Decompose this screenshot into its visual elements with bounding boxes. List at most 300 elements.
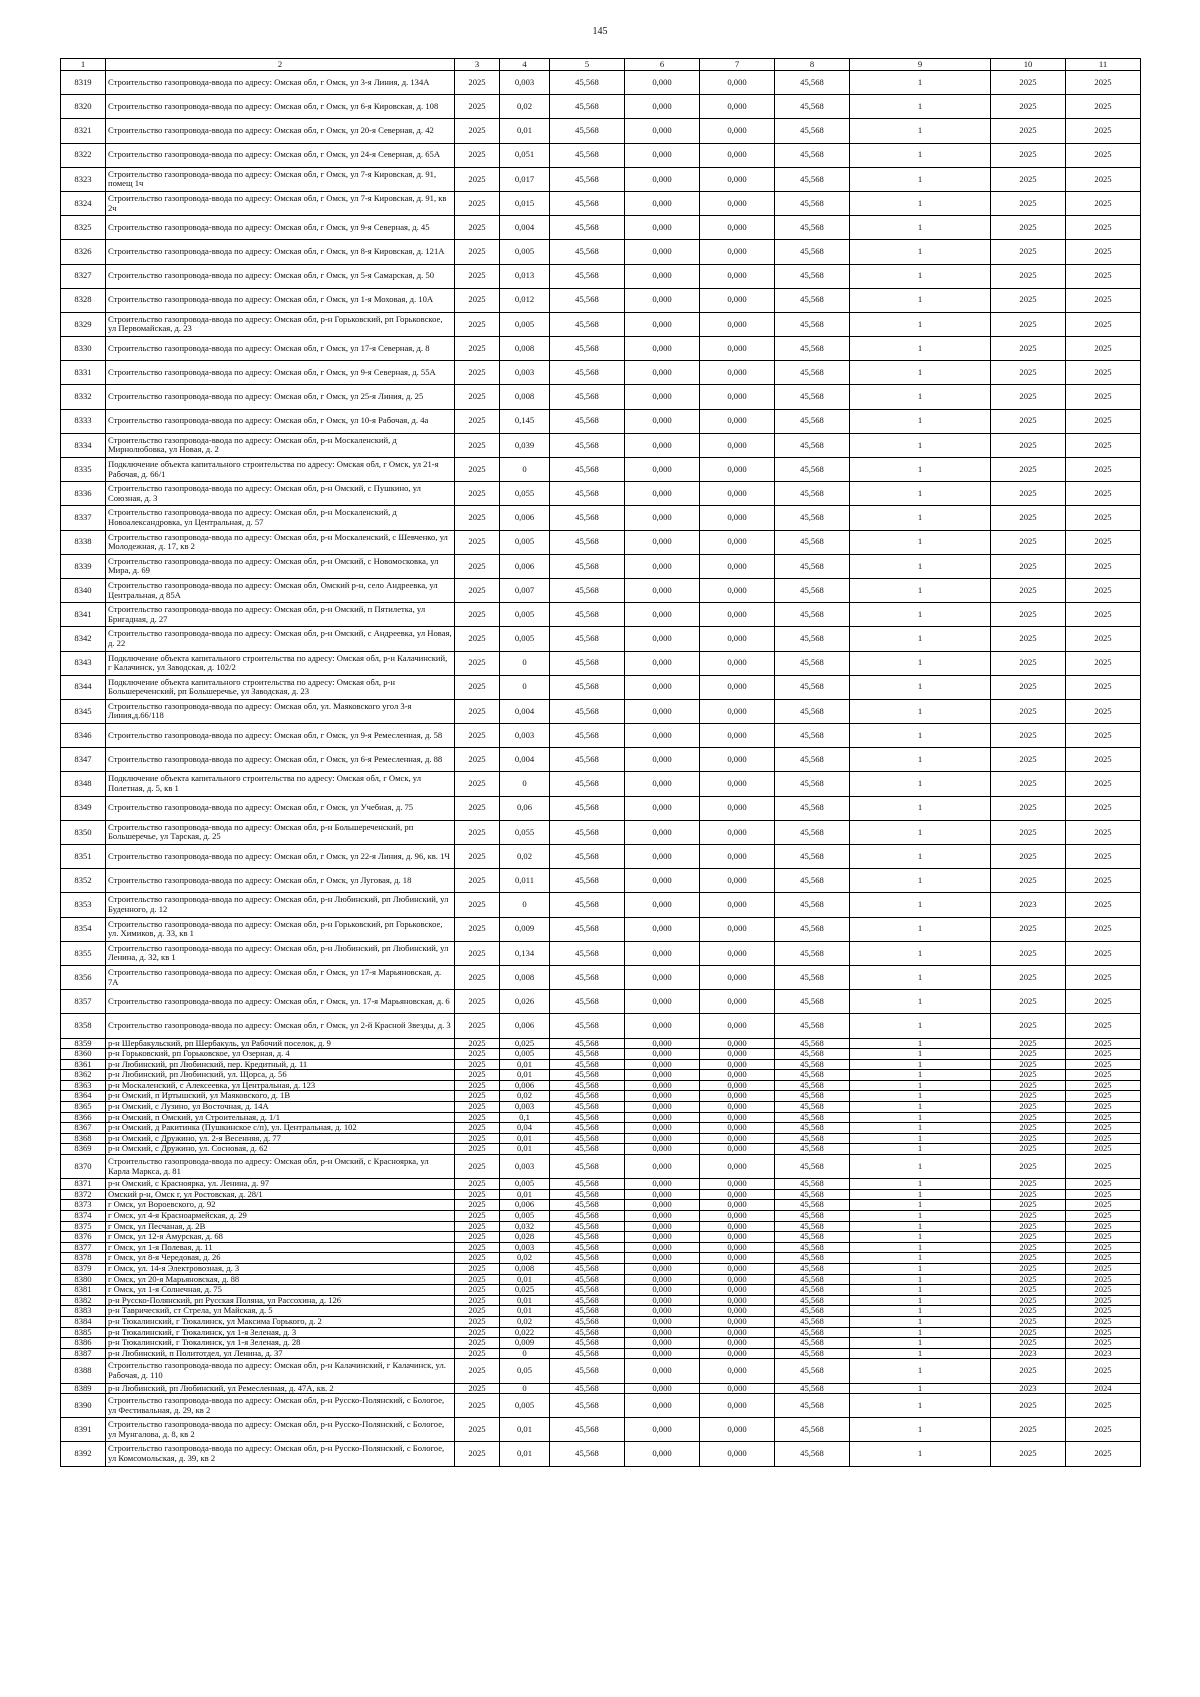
table-cell: 2025 xyxy=(991,1049,1066,1060)
table-cell: 45,568 xyxy=(550,95,625,119)
table-cell: 0,000 xyxy=(625,337,700,361)
object-description-cell: г Омск, ул 1-я Солнечная, д. 75 xyxy=(106,1285,455,1296)
table-row xyxy=(61,1189,1141,1200)
table-cell: 45,568 xyxy=(550,675,625,699)
table-cell: 0,000 xyxy=(700,119,775,143)
table-cell: 0 xyxy=(500,458,550,482)
object-description-cell: г Омск, ул 20-я Марьяновская, д. 88 xyxy=(106,1274,455,1285)
table-cell: 45,568 xyxy=(775,1253,850,1264)
table-row xyxy=(61,1014,1141,1038)
table-cell: 1 xyxy=(850,651,991,675)
table-cell: 2025 xyxy=(991,820,1066,844)
table-cell: 0,000 xyxy=(625,240,700,264)
table-cell: 2025 xyxy=(1066,337,1141,361)
table-cell: 2025 xyxy=(455,1080,500,1091)
table-cell: 1 xyxy=(850,1123,991,1134)
table-cell: 0,000 xyxy=(625,1200,700,1211)
table-cell: 2025 xyxy=(455,1123,500,1134)
table-cell: 8376 xyxy=(61,1232,106,1243)
table-cell: 45,568 xyxy=(550,699,625,723)
table-cell: 1 xyxy=(850,724,991,748)
table-cell: 8323 xyxy=(61,167,106,191)
object-description-cell: г Омск, ул. 14-я Электровозная, д. 3 xyxy=(106,1263,455,1274)
table-cell: 2025 xyxy=(455,1179,500,1190)
object-description-cell: Строительство газопровода-ввода по адресу: Омская обл, Омский р-н, село Андреевка, ул Центральная, д 85А xyxy=(106,578,455,602)
object-description-cell: р-н Омский, п Иртышский, ул Маяковского, д. 1В xyxy=(106,1091,455,1102)
table-cell: 0,01 xyxy=(500,1144,550,1155)
table-cell: 45,568 xyxy=(775,530,850,554)
table-cell: 8351 xyxy=(61,845,106,869)
table-cell: 2025 xyxy=(991,1327,1066,1338)
table-row xyxy=(61,1253,1141,1264)
table-cell: 2025 xyxy=(991,167,1066,191)
table-cell: 45,568 xyxy=(775,288,850,312)
table-cell: 45,568 xyxy=(775,990,850,1014)
table-cell: 1 xyxy=(850,1200,991,1211)
object-description-cell: г Омск, ул 8-я Чередовая, д. 26 xyxy=(106,1253,455,1264)
table-cell: 0,000 xyxy=(625,1263,700,1274)
object-description-cell: Строительство газопровода-ввода по адресу: Омская обл, г Омск, ул Луговая, д. 18 xyxy=(106,869,455,893)
table-cell: 45,568 xyxy=(775,482,850,506)
table-cell: 2025 xyxy=(455,95,500,119)
table-cell: 0,000 xyxy=(700,1133,775,1144)
table-row xyxy=(61,1091,1141,1102)
table-cell: 2025 xyxy=(455,651,500,675)
table-cell: 2025 xyxy=(455,1221,500,1232)
table-cell: 0,000 xyxy=(700,1348,775,1359)
table-cell: 2025 xyxy=(991,1038,1066,1049)
table-cell: 0,003 xyxy=(500,1155,550,1179)
table-cell: 0,000 xyxy=(700,337,775,361)
table-cell: 45,568 xyxy=(550,1274,625,1285)
table-cell: 8368 xyxy=(61,1133,106,1144)
table-cell: 1 xyxy=(850,385,991,409)
table-row xyxy=(61,651,1141,675)
table-cell: 0,000 xyxy=(625,167,700,191)
table-cell: 0,01 xyxy=(500,1442,550,1466)
table-cell: 2025 xyxy=(991,990,1066,1014)
table-row xyxy=(61,917,1141,941)
table-cell: 2025 xyxy=(1066,1144,1141,1155)
table-cell: 8366 xyxy=(61,1112,106,1123)
table-cell: 0,000 xyxy=(700,1394,775,1418)
table-cell: 2024 xyxy=(1066,1383,1141,1394)
table-cell: 0,009 xyxy=(500,917,550,941)
table-cell: 2025 xyxy=(991,1091,1066,1102)
table-cell: 45,568 xyxy=(775,651,850,675)
table-cell: 0,004 xyxy=(500,699,550,723)
table-cell: 2025 xyxy=(991,1014,1066,1038)
table-cell: 0,055 xyxy=(500,482,550,506)
table-cell: 8375 xyxy=(61,1221,106,1232)
table-cell: 1 xyxy=(850,820,991,844)
table-cell: 1 xyxy=(850,1179,991,1190)
column-header: 7 xyxy=(700,59,775,71)
table-cell: 1 xyxy=(850,1221,991,1232)
table-cell: 0,000 xyxy=(700,1274,775,1285)
table-cell: 0,000 xyxy=(625,724,700,748)
table-cell: 0,007 xyxy=(500,578,550,602)
table-cell: 0,000 xyxy=(700,1242,775,1253)
table-cell: 0,005 xyxy=(500,1211,550,1222)
table-row xyxy=(61,1232,1141,1243)
table-cell: 1 xyxy=(850,869,991,893)
table-cell: 0,005 xyxy=(500,312,550,336)
table-cell: 2025 xyxy=(991,1070,1066,1081)
table-cell: 1 xyxy=(850,845,991,869)
table-cell: 0,000 xyxy=(700,1338,775,1349)
table-cell: 2025 xyxy=(1066,240,1141,264)
table-row xyxy=(61,264,1141,288)
table-cell: 45,568 xyxy=(775,1189,850,1200)
table-cell: 2025 xyxy=(455,1359,500,1383)
table-cell: 2025 xyxy=(455,1442,500,1466)
table-cell: 0,032 xyxy=(500,1221,550,1232)
table-cell: 45,568 xyxy=(775,1418,850,1442)
table-cell: 0,000 xyxy=(700,603,775,627)
table-cell: 0,000 xyxy=(625,264,700,288)
table-cell: 2025 xyxy=(455,1049,500,1060)
table-cell: 8359 xyxy=(61,1038,106,1049)
table-row xyxy=(61,578,1141,602)
table-cell: 2025 xyxy=(1066,990,1141,1014)
table-cell: 45,568 xyxy=(550,1338,625,1349)
table-cell: 0,000 xyxy=(700,191,775,215)
table-cell: 2025 xyxy=(455,240,500,264)
table-cell: 45,568 xyxy=(550,1059,625,1070)
table-cell: 45,568 xyxy=(775,1263,850,1274)
table-row xyxy=(61,1155,1141,1179)
table-row xyxy=(61,409,1141,433)
table-row xyxy=(61,337,1141,361)
table-cell: 0,003 xyxy=(500,724,550,748)
table-cell: 0,022 xyxy=(500,1327,550,1338)
table-row xyxy=(61,143,1141,167)
table-cell: 45,568 xyxy=(775,772,850,796)
table-cell: 2025 xyxy=(1066,409,1141,433)
table-cell: 45,568 xyxy=(550,1306,625,1317)
table-cell: 0,000 xyxy=(700,627,775,651)
table-cell: 2025 xyxy=(1066,385,1141,409)
table-cell: 8349 xyxy=(61,796,106,820)
table-row xyxy=(61,458,1141,482)
object-description-cell: Строительство газопровода-ввода по адресу: Омская обл, р-н Горьковский, рп Горьковское, ул. Химиков, д. 33, кв 1 xyxy=(106,917,455,941)
table-cell: 2025 xyxy=(455,458,500,482)
table-cell: 0,000 xyxy=(625,1242,700,1253)
table-cell: 0,000 xyxy=(700,1080,775,1091)
table-cell: 0,000 xyxy=(700,1359,775,1383)
table-cell: 0,000 xyxy=(700,554,775,578)
table-cell: 0,000 xyxy=(625,820,700,844)
table-cell: 2025 xyxy=(1066,1049,1141,1060)
table-cell: 2023 xyxy=(991,893,1066,917)
table-cell: 45,568 xyxy=(775,1038,850,1049)
table-cell: 1 xyxy=(850,1014,991,1038)
table-row xyxy=(61,1316,1141,1327)
table-row xyxy=(61,530,1141,554)
table-cell: 0,000 xyxy=(700,361,775,385)
table-cell: 0 xyxy=(500,651,550,675)
table-cell: 2025 xyxy=(991,458,1066,482)
table-cell: 2025 xyxy=(1066,748,1141,772)
table-cell: 2025 xyxy=(991,1359,1066,1383)
table-cell: 45,568 xyxy=(775,216,850,240)
table-cell: 0,02 xyxy=(500,845,550,869)
table-cell: 2025 xyxy=(455,506,500,530)
table-cell: 45,568 xyxy=(550,1232,625,1243)
table-cell: 0,017 xyxy=(500,167,550,191)
table-cell: 2025 xyxy=(1066,1253,1141,1264)
object-description-cell: р-н Любинский, рп Любинский, ул. Щорса, д. 56 xyxy=(106,1070,455,1081)
table-cell: 45,568 xyxy=(775,1274,850,1285)
table-cell: 1 xyxy=(850,1348,991,1359)
table-cell: 2025 xyxy=(991,1144,1066,1155)
table-cell: 0,055 xyxy=(500,820,550,844)
table-cell: 8332 xyxy=(61,385,106,409)
table-cell: 2025 xyxy=(991,409,1066,433)
table-cell: 2025 xyxy=(1066,433,1141,457)
table-cell: 0,000 xyxy=(700,1306,775,1317)
table-row xyxy=(61,699,1141,723)
column-header: 11 xyxy=(1066,59,1141,71)
table-cell: 2025 xyxy=(991,95,1066,119)
table-cell: 0,000 xyxy=(700,699,775,723)
table-cell: 0,000 xyxy=(700,845,775,869)
table-cell: 2025 xyxy=(455,554,500,578)
object-description-cell: р-н Тюкалинский, г Тюкалинск, ул 1-я Зеленая, д. 28 xyxy=(106,1338,455,1349)
object-description-cell: Строительство газопровода-ввода по адресу: Омская обл, р-н Русско-Полянский, с Бологое, ул Фестивальная, д. 29, кв 2 xyxy=(106,1394,455,1418)
table-cell: 1 xyxy=(850,1295,991,1306)
table-cell: 2025 xyxy=(455,264,500,288)
table-cell: 0,000 xyxy=(625,1348,700,1359)
table-cell: 2025 xyxy=(1066,1295,1141,1306)
table-cell: 2025 xyxy=(991,1123,1066,1134)
table-cell: 45,568 xyxy=(550,724,625,748)
table-cell: 0,000 xyxy=(700,1144,775,1155)
table-cell: 0,000 xyxy=(700,869,775,893)
table-cell: 8380 xyxy=(61,1274,106,1285)
table-row xyxy=(61,965,1141,989)
table-cell: 0,005 xyxy=(500,1049,550,1060)
table-cell: 8319 xyxy=(61,71,106,95)
table-cell: 0,01 xyxy=(500,1133,550,1144)
table-cell: 1 xyxy=(850,1253,991,1264)
table-cell: 8389 xyxy=(61,1383,106,1394)
table-cell: 0,000 xyxy=(625,1179,700,1190)
table-cell: 45,568 xyxy=(550,990,625,1014)
table-cell: 8367 xyxy=(61,1123,106,1134)
table-cell: 0,000 xyxy=(700,1418,775,1442)
table-cell: 45,568 xyxy=(775,1059,850,1070)
table-cell: 45,568 xyxy=(550,1049,625,1060)
table-cell: 8333 xyxy=(61,409,106,433)
table-cell: 0,000 xyxy=(700,578,775,602)
table-cell: 45,568 xyxy=(775,1295,850,1306)
table-cell: 0,000 xyxy=(700,95,775,119)
table-cell: 0,01 xyxy=(500,1189,550,1200)
table-cell: 0,000 xyxy=(625,1442,700,1466)
table-cell: 1 xyxy=(850,772,991,796)
table-cell: 2025 xyxy=(1066,796,1141,820)
table-cell: 2025 xyxy=(455,1394,500,1418)
table-cell: 45,568 xyxy=(775,119,850,143)
table-cell: 2025 xyxy=(991,1263,1066,1274)
table-cell: 8386 xyxy=(61,1338,106,1349)
table-cell: 0,003 xyxy=(500,361,550,385)
table-cell: 2025 xyxy=(1066,965,1141,989)
table-cell: 0,000 xyxy=(700,772,775,796)
table-cell: 45,568 xyxy=(550,578,625,602)
table-cell: 45,568 xyxy=(550,361,625,385)
table-cell: 8374 xyxy=(61,1211,106,1222)
table-cell: 45,568 xyxy=(775,893,850,917)
table-cell: 0,000 xyxy=(625,1049,700,1060)
table-row xyxy=(61,941,1141,965)
table-cell: 45,568 xyxy=(550,1295,625,1306)
table-cell: 0,000 xyxy=(700,312,775,336)
table-cell: 45,568 xyxy=(550,1253,625,1264)
table-cell: 2025 xyxy=(1066,917,1141,941)
table-cell: 2025 xyxy=(991,1242,1066,1253)
table-cell: 0,000 xyxy=(625,1316,700,1327)
table-cell: 8363 xyxy=(61,1080,106,1091)
table-cell: 0,000 xyxy=(700,748,775,772)
object-description-cell: Строительство газопровода-ввода по адресу: Омская обл, г Омск, ул 20-я Северная, д. 42 xyxy=(106,119,455,143)
table-cell: 45,568 xyxy=(550,312,625,336)
table-row xyxy=(61,1359,1141,1383)
table-row xyxy=(61,1338,1141,1349)
table-cell: 45,568 xyxy=(550,216,625,240)
table-cell: 0,000 xyxy=(700,1070,775,1081)
table-cell: 45,568 xyxy=(775,143,850,167)
table-cell: 1 xyxy=(850,1059,991,1070)
table-cell: 0 xyxy=(500,893,550,917)
table-cell: 0,005 xyxy=(500,1394,550,1418)
table-cell: 1 xyxy=(850,288,991,312)
table-cell: 1 xyxy=(850,796,991,820)
table-cell: 2025 xyxy=(1066,1070,1141,1081)
object-description-cell: Строительство газопровода-ввода по адресу: Омская обл, г Омск, ул 9-я Ремесленная, д. 58 xyxy=(106,724,455,748)
table-row xyxy=(61,1038,1141,1049)
table-cell: 0 xyxy=(500,1383,550,1394)
table-cell: 1 xyxy=(850,143,991,167)
table-cell: 0,000 xyxy=(625,143,700,167)
table-cell: 1 xyxy=(850,990,991,1014)
table-cell: 2025 xyxy=(991,941,1066,965)
table-cell: 45,568 xyxy=(775,1306,850,1317)
table-cell: 2025 xyxy=(455,1200,500,1211)
table-cell: 8344 xyxy=(61,675,106,699)
table-cell: 0,02 xyxy=(500,1091,550,1102)
table-cell: 45,568 xyxy=(550,1418,625,1442)
table-cell: 0,000 xyxy=(700,506,775,530)
table-cell: 0,000 xyxy=(625,1133,700,1144)
object-description-cell: Строительство газопровода-ввода по адресу: Омская обл, г Омск, ул 8-я Кировская, д. 121А xyxy=(106,240,455,264)
table-cell: 0,000 xyxy=(625,385,700,409)
table-cell: 8381 xyxy=(61,1285,106,1296)
table-cell: 45,568 xyxy=(550,1383,625,1394)
object-description-cell: р-н Русско-Полянский, рп Русская Поляна, ул Рассохина, д. 126 xyxy=(106,1295,455,1306)
table-cell: 2025 xyxy=(455,941,500,965)
table-cell: 1 xyxy=(850,699,991,723)
table-cell: 0,000 xyxy=(625,506,700,530)
table-cell: 2025 xyxy=(1066,845,1141,869)
table-cell: 45,568 xyxy=(775,1383,850,1394)
table-cell: 0,145 xyxy=(500,409,550,433)
table-cell: 2025 xyxy=(1066,312,1141,336)
table-cell: 45,568 xyxy=(550,1316,625,1327)
table-cell: 1 xyxy=(850,627,991,651)
table-cell: 2025 xyxy=(1066,1038,1141,1049)
table-cell: 2025 xyxy=(991,264,1066,288)
table-cell: 0,008 xyxy=(500,385,550,409)
table-cell: 2025 xyxy=(455,1070,500,1081)
object-description-cell: Строительство газопровода-ввода по адресу: Омская обл, г Омск, ул 5-я Самарская, д. 50 xyxy=(106,264,455,288)
table-cell: 2025 xyxy=(455,772,500,796)
table-cell: 8356 xyxy=(61,965,106,989)
table-cell: 2025 xyxy=(455,167,500,191)
object-description-cell: Строительство газопровода-ввода по адресу: Омская обл, р-н Омский, с Красноярка, ул Карла Маркса, д. 81 xyxy=(106,1155,455,1179)
table-cell: 2025 xyxy=(991,748,1066,772)
table-row xyxy=(61,820,1141,844)
table-cell: 8371 xyxy=(61,1179,106,1190)
table-row xyxy=(61,95,1141,119)
table-cell: 0,000 xyxy=(700,1232,775,1243)
table-cell: 8328 xyxy=(61,288,106,312)
table-cell: 0,000 xyxy=(625,1144,700,1155)
table-cell: 2025 xyxy=(455,1211,500,1222)
table-cell: 0,004 xyxy=(500,216,550,240)
table-cell: 45,568 xyxy=(550,554,625,578)
table-cell: 2025 xyxy=(1066,530,1141,554)
table-cell: 8364 xyxy=(61,1091,106,1102)
table-cell: 8322 xyxy=(61,143,106,167)
table-cell: 2025 xyxy=(1066,1359,1141,1383)
object-description-cell: Строительство газопровода-ввода по адресу: Омская обл, р-н Москаленский, д Мирнолюбовка, ул Новая, д. 2 xyxy=(106,433,455,457)
table-cell: 1 xyxy=(850,941,991,965)
table-cell: 1 xyxy=(850,675,991,699)
table-cell: 0,025 xyxy=(500,1285,550,1296)
table-cell: 8330 xyxy=(61,337,106,361)
table-cell: 8355 xyxy=(61,941,106,965)
table-cell: 2025 xyxy=(455,1014,500,1038)
table-cell: 2025 xyxy=(1066,1200,1141,1211)
table-cell: 2025 xyxy=(455,191,500,215)
table-cell: 1 xyxy=(850,1038,991,1049)
table-cell: 2025 xyxy=(991,119,1066,143)
table-cell: 8335 xyxy=(61,458,106,482)
table-cell: 2025 xyxy=(1066,554,1141,578)
table-cell: 0,000 xyxy=(700,1014,775,1038)
table-cell: 0,000 xyxy=(700,1038,775,1049)
table-cell: 1 xyxy=(850,1306,991,1317)
table-cell: 45,568 xyxy=(550,796,625,820)
table-cell: 8392 xyxy=(61,1442,106,1466)
table-cell: 45,568 xyxy=(550,1038,625,1049)
table-cell: 0,003 xyxy=(500,71,550,95)
object-description-cell: Строительство газопровода-ввода по адресу: Омская обл, р-н Русско-Полянский, с Бологое, ул Комсомольская, д. 39, кв 2 xyxy=(106,1442,455,1466)
object-description-cell: Строительство газопровода-ввода по адресу: Омская обл, г Омск, ул 10-я Рабочая, д. 4а xyxy=(106,409,455,433)
table-cell: 2025 xyxy=(1066,1394,1141,1418)
table-cell: 8379 xyxy=(61,1263,106,1274)
table-row xyxy=(61,554,1141,578)
table-cell: 8339 xyxy=(61,554,106,578)
table-row xyxy=(61,71,1141,95)
object-description-cell: Омский р-н, Омск г, ул Ростовская, д. 28/1 xyxy=(106,1189,455,1200)
table-cell: 2025 xyxy=(455,1274,500,1285)
table-cell: 0,000 xyxy=(700,1200,775,1211)
table-cell: 2025 xyxy=(991,1418,1066,1442)
